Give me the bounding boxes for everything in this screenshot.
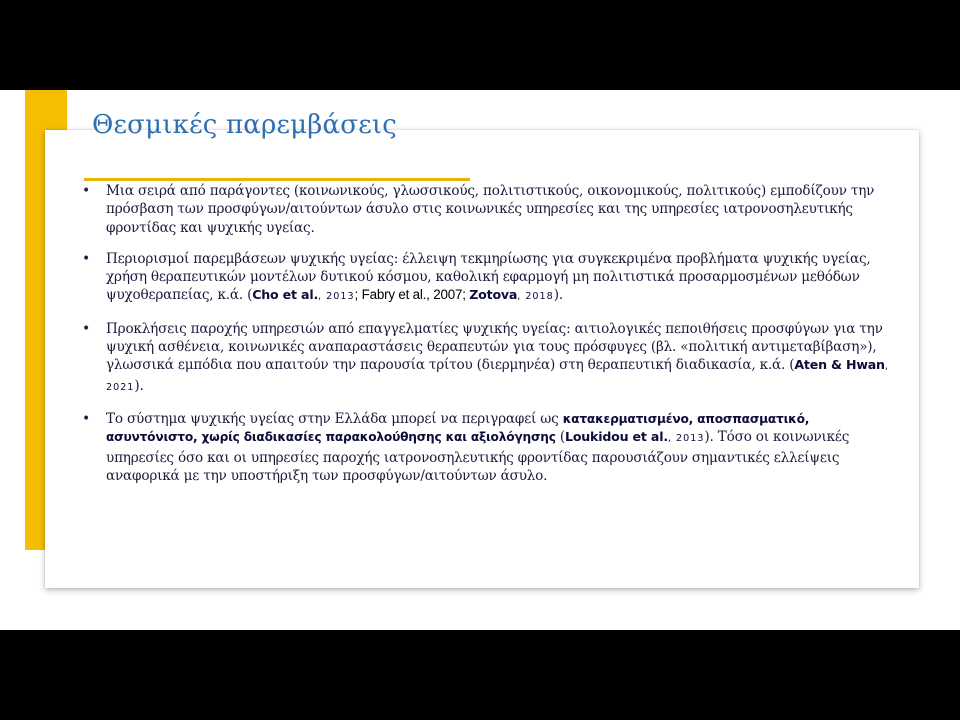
citation: Fabry et al., 2007 bbox=[361, 287, 463, 303]
citation-year: , 2018 bbox=[517, 291, 554, 303]
bullet-item bbox=[82, 410, 902, 485]
bullet-item bbox=[82, 182, 902, 237]
bullet-icon: • bbox=[82, 410, 91, 427]
bullet-text: Προκλήσεις παροχής υπηρεσιών από επαγγελματίες ψυχικής υγείας: αιτιολογικές πεποιθήσεις προσφύγων για την ψυχική ασθένεια, κοινωνικές αναπαραστάσεις θεραπευτών για τους πρόσφυγες (βλ. «πολιτική αντιμεταβίβαση»), γλωσσικά εμπόδια που απαιτούν την παρουσία τρίτου (διερμηνέα) στη θεραπευτική διαδικασία, κ.ά. (Aten & Hwan, 2021). bbox=[106, 320, 889, 394]
highlight-text: κατακερματισμένο, αποσπασματικό, ασυντόνιστο, χωρίς διαδικασίες παρακολούθησης και αξιολόγησης bbox=[106, 411, 810, 445]
bullet-icon: • bbox=[82, 183, 91, 199]
bullet-text: Το σύστημα ψυχικής υγείας στην Ελλάδα μπορεί να περιγραφεί ως κατακερματισμένο, αποσπασματικό, ασυντόνιστο, χωρίς διαδικασίες παρακολούθησης και αξιολόγησης (Loukidou et al., 2013). Τόσο οι κοινωνικές υπηρεσίες όσο και οι υπηρεσίες παροχής ιατρονοσηλευτικής φροντίδας παρουσιάζουν σημαντικές ελλείψεις αναφορικά με την υποστήριξη των προσφύγων/αιτούντων άσυλο. bbox=[106, 410, 850, 484]
bullet-text: Περιορισμοί παρεμβάσεων ψυχικής υγείας: έλλειψη τεκμηρίωσης για συγκεκριμένα προβλήματα ψυχικής υγείας, χρήση θεραπευτικών μοντέλων δυτικού κόσμου, καθολική εφαρμογή μη πολιτιστικά προσαρμοσμένων μεθόδων ψυχοθεραπείας, κ.ά. (Cho et al., 2013; Fabry et al., 2007; Zotova, 2018). bbox=[106, 250, 871, 304]
bullet-text: Μια σειρά από παράγοντες (κοινωνικούς, γλωσσικούς, πολιτιστικούς, οικονομικούς, πολιτικούς) εμποδίζουν την πρόσβαση των προσφύγων/αιτούντων άσυλο στις κοινωνικές υπηρεσίες και της υπηρεσίες ιατρονοσηλευτικής φροντίδας και ψυχικής υγείας. bbox=[106, 183, 875, 236]
letterbox-bottom bbox=[0, 630, 960, 720]
accent-bar bbox=[25, 90, 47, 550]
letterbox-top bbox=[0, 0, 960, 90]
bullet-icon: • bbox=[82, 320, 91, 337]
bullet-list bbox=[82, 182, 902, 498]
citation: Aten & Hwan bbox=[794, 357, 885, 373]
citation-year: , 2021 bbox=[106, 361, 889, 393]
bullet-icon: • bbox=[82, 250, 91, 267]
bullet-item bbox=[82, 320, 902, 397]
slide-title: Θεσμικές παρεμβάσεις bbox=[92, 110, 398, 140]
citation: Cho et al. bbox=[252, 287, 319, 303]
citation: Zotova bbox=[469, 287, 518, 303]
title-underline bbox=[84, 178, 470, 181]
bullet-item bbox=[82, 250, 902, 307]
accent-bar-tab bbox=[47, 90, 67, 130]
citation-year: , 2013 bbox=[318, 291, 355, 303]
citation: Loukidou et al. bbox=[565, 429, 668, 445]
citation-year: , 2013 bbox=[667, 433, 705, 445]
